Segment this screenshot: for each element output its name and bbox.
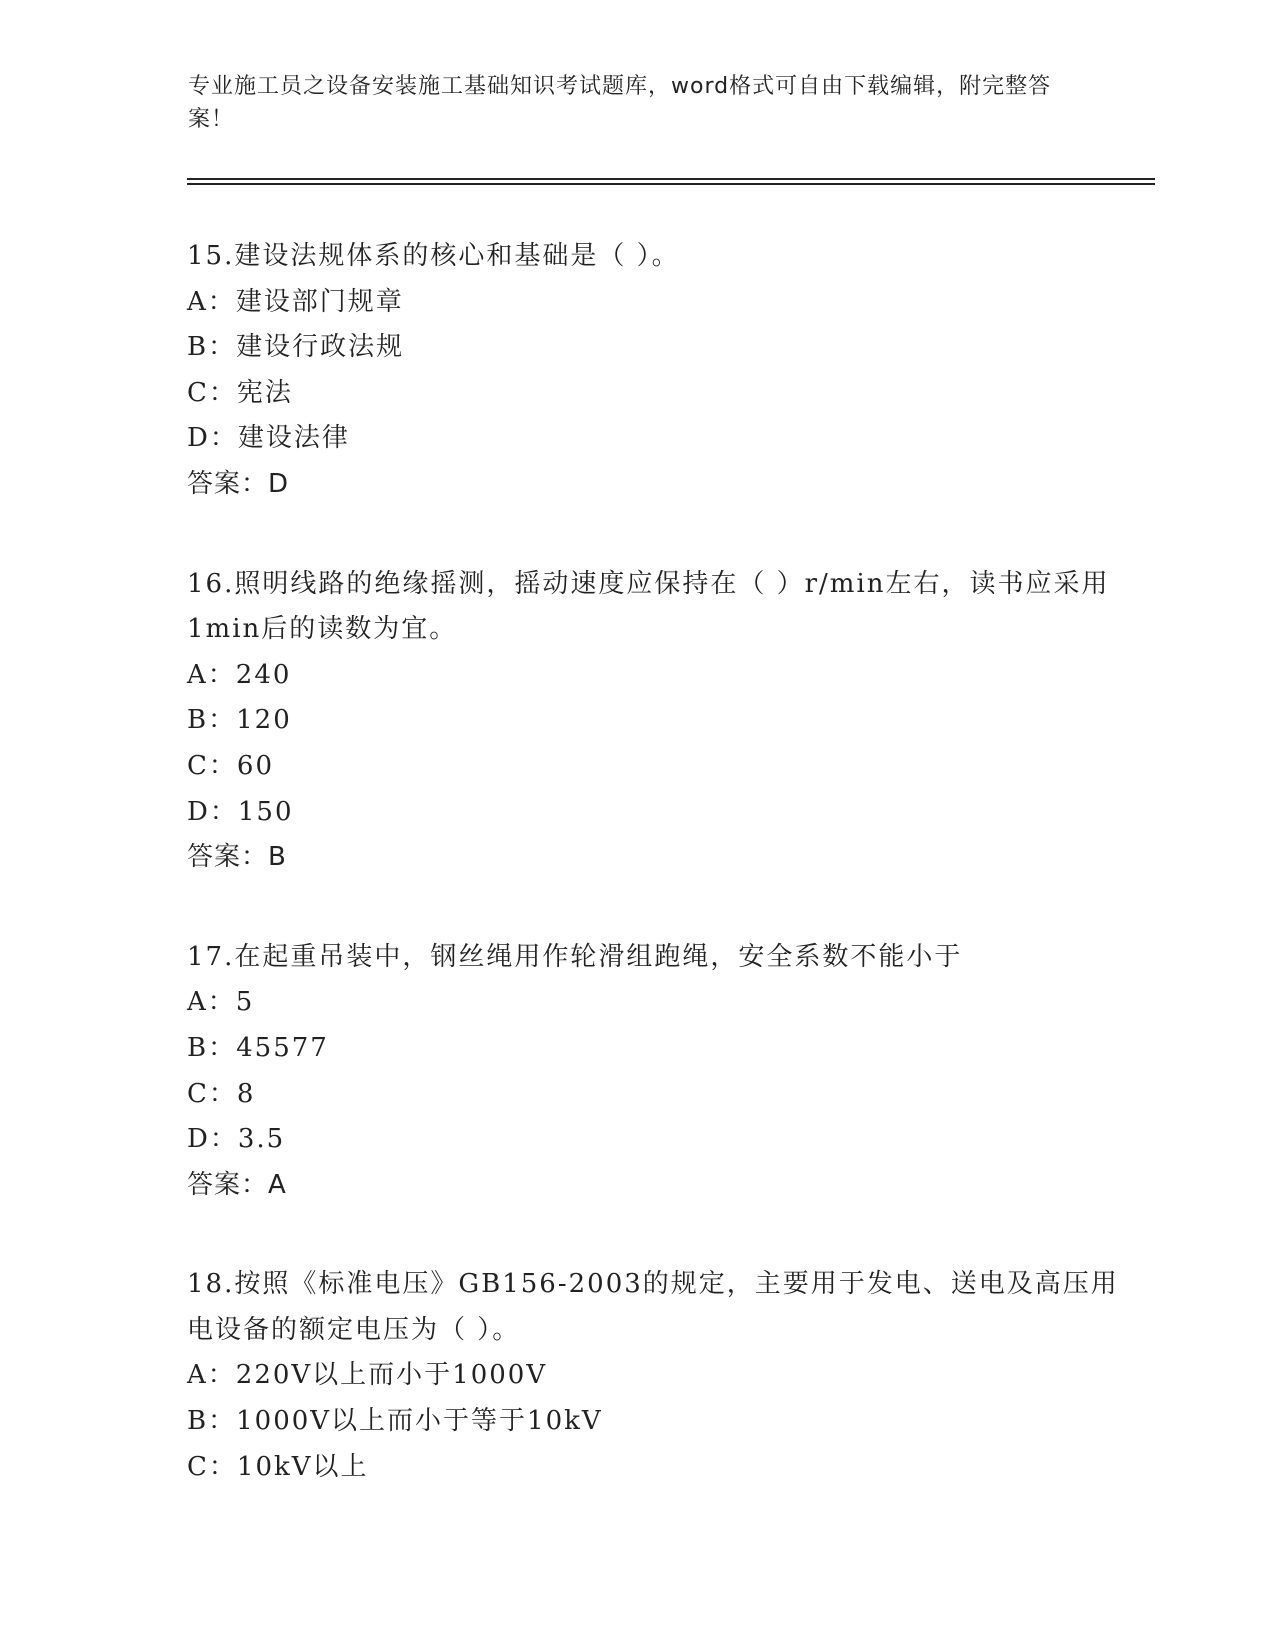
option-text: 建设行政法规 bbox=[236, 332, 405, 363]
option-d bbox=[187, 416, 1127, 462]
option-text: 240 bbox=[235, 659, 292, 690]
option-text: 建设法律 bbox=[237, 423, 350, 454]
question-text: 17.在起重吊装中，钢丝绳用作轮滑组跑绳，安全系数不能小于 bbox=[187, 941, 963, 972]
option-key: A： bbox=[187, 987, 236, 1018]
option-key: B： bbox=[187, 332, 237, 363]
option-key: D： bbox=[187, 796, 238, 827]
option-text: 60 bbox=[236, 750, 274, 781]
option-key: A： bbox=[187, 659, 236, 690]
option-key: B： bbox=[187, 1032, 237, 1063]
option-a bbox=[187, 980, 1127, 1026]
header-rule-bottom bbox=[187, 183, 1155, 185]
option-a bbox=[187, 653, 1127, 699]
option-b bbox=[187, 1026, 1127, 1072]
question-15 bbox=[187, 234, 1127, 508]
option-b bbox=[187, 325, 1127, 371]
question-18 bbox=[187, 1262, 1127, 1490]
option-text: 220V以上而小于1000V bbox=[235, 1360, 548, 1391]
option-key: C： bbox=[187, 377, 237, 408]
option-key: A： bbox=[187, 1360, 236, 1391]
option-c bbox=[187, 744, 1127, 790]
option-b bbox=[187, 1399, 1127, 1445]
option-a bbox=[187, 280, 1127, 326]
question-text: 15.建设法规体系的核心和基础是（ ）。 bbox=[187, 241, 680, 271]
question-text: 18.按照《标准电压》GB156-2003的规定，主要用于发电、送电及高压用电设备的额定电压为（ ）。 bbox=[187, 1269, 1119, 1345]
option-text: 建设部门规章 bbox=[235, 286, 404, 317]
option-text: 8 bbox=[236, 1078, 256, 1109]
option-c bbox=[187, 1072, 1127, 1118]
header-rule-top bbox=[187, 178, 1155, 180]
option-text: 1000V以上而小于等于10kV bbox=[236, 1406, 603, 1437]
option-key: D： bbox=[187, 1124, 238, 1155]
option-key: B： bbox=[187, 705, 237, 736]
option-text: 5 bbox=[235, 987, 255, 1018]
option-key: A： bbox=[187, 286, 236, 317]
option-d bbox=[187, 790, 1127, 836]
option-key: C： bbox=[187, 1078, 237, 1109]
question-list bbox=[187, 234, 1127, 1544]
option-text: 45577 bbox=[236, 1032, 329, 1063]
option-text: 10kV以上 bbox=[236, 1451, 369, 1482]
option-key: C： bbox=[187, 750, 237, 781]
answer-line: 答案：D bbox=[187, 468, 290, 499]
option-c bbox=[187, 371, 1127, 417]
document-header: 专业施工员之设备安装施工基础知识考试题库，word格式可自由下载编辑，附完整答案！ bbox=[188, 74, 1052, 132]
option-c bbox=[187, 1445, 1127, 1491]
option-b bbox=[187, 698, 1127, 744]
answer-line: 答案：A bbox=[187, 1169, 287, 1200]
option-key: B： bbox=[187, 1406, 237, 1437]
option-key: C： bbox=[187, 1451, 237, 1482]
option-key: D： bbox=[187, 423, 238, 454]
option-text: 3.5 bbox=[237, 1124, 286, 1155]
question-17 bbox=[187, 935, 1127, 1209]
option-a bbox=[187, 1353, 1127, 1399]
option-text: 120 bbox=[236, 705, 292, 736]
question-16 bbox=[187, 562, 1127, 881]
option-d bbox=[187, 1117, 1127, 1163]
answer-line: 答案：B bbox=[187, 842, 287, 873]
question-text: 16.照明线路的绝缘摇测，摇动速度应保持在（ ）r/min左右，读书应采用1min后的读数为宜。 bbox=[187, 568, 1110, 645]
option-text: 150 bbox=[237, 796, 294, 827]
option-text: 宪法 bbox=[236, 377, 293, 408]
